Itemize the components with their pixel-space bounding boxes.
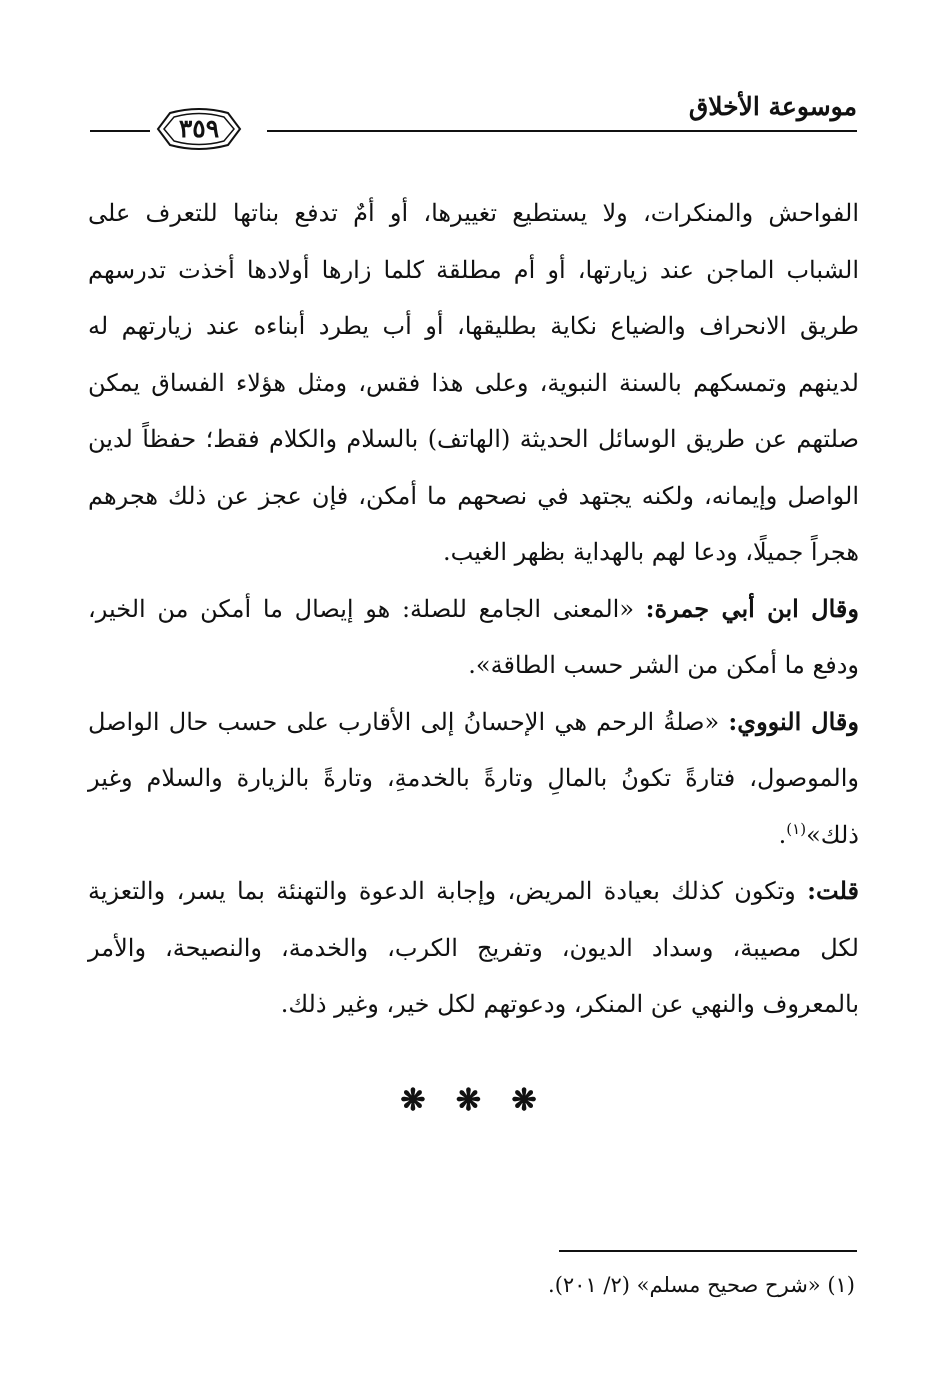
quote-end-punctuation: .	[778, 820, 787, 849]
header-rule-right	[267, 130, 857, 132]
paragraph-2	[88, 581, 859, 694]
running-header-title: موسوعة الأخلاق	[688, 92, 857, 121]
quote-text-nawawi: «صلةُ الرحم هي الإحسانُ إلى الأقارب على حسب حال الواصل والموصول، فتارةً تكونُ بالمالِ وتارةً بالخدمةِ، وتارةً بالزيارة والسلام وغير ذلك»	[88, 707, 859, 849]
footnote-reference[interactable]: (١)	[786, 819, 807, 838]
paragraph-1: الفواحش والمنكرات، ولا يستطيع تغييرها، أو أمٌ تدفع بناتها للتعرف على الشباب الماجن عند زيارتها، أو أم مطلقة كلما زارها أولادها أخذت تدرسهم طريق الانحراف والضياع نكاية بطليقها، أو أب يطرد أبناءه عند زيارتهم له لدينهم وتمسكهم بالسنة النبوية، وعلى هذا فقس، ومثل هؤلاء الفساق يمكن صلتهم عن طريق الوسائل الحديثة (الهاتف) بالسلام والكلام فقط؛ حفظاً لدين الواصل وإيمانه، ولكنه يجتهد في نصحهم ما أمكن، فإن عجز عن ذلك هجرهم هجراً جميلًا، ودعا لهم بالهداية بظهر الغيب.	[88, 199, 859, 566]
main-text	[88, 185, 859, 1033]
footnote-rule	[559, 1250, 857, 1252]
section-separator-stars: ❋ ❋ ❋	[400, 1083, 547, 1118]
author-comment-text: وتكون كذلك بعيادة المريض، وإجابة الدعوة والتهنئة بما يسر، والتعزية لكل مصيبة، وسداد الديون، وتفريج الكرب، والخدمة، والنصيحة، والأمر بالمعروف والنهي عن المنكر، ودعوتهم لكل خير، وغير ذلك.	[88, 877, 859, 1018]
quote-attribution-nawawi: وقال النووي:	[728, 706, 859, 736]
footnote-1: (١) «شرح صحيح مسلم» (٢/ ٢٠١).	[548, 1273, 855, 1297]
paragraph-4	[88, 863, 859, 1033]
quote-attribution-ibn-abi-jamra: وقال ابن أبي جمرة:	[645, 593, 859, 623]
quote-text-ibn-abi-jamra: «المعنى الجامع للصلة: هو إيصال ما أمكن من الخير، ودفع ما أمكن من الشر حسب الطاقة».	[88, 594, 859, 679]
author-comment-label: قلت:	[807, 876, 859, 905]
page-number: ٣٥٩	[178, 114, 220, 143]
paragraph-3	[88, 694, 859, 864]
page-number-frame	[152, 103, 246, 155]
header-rule-left	[90, 130, 150, 132]
